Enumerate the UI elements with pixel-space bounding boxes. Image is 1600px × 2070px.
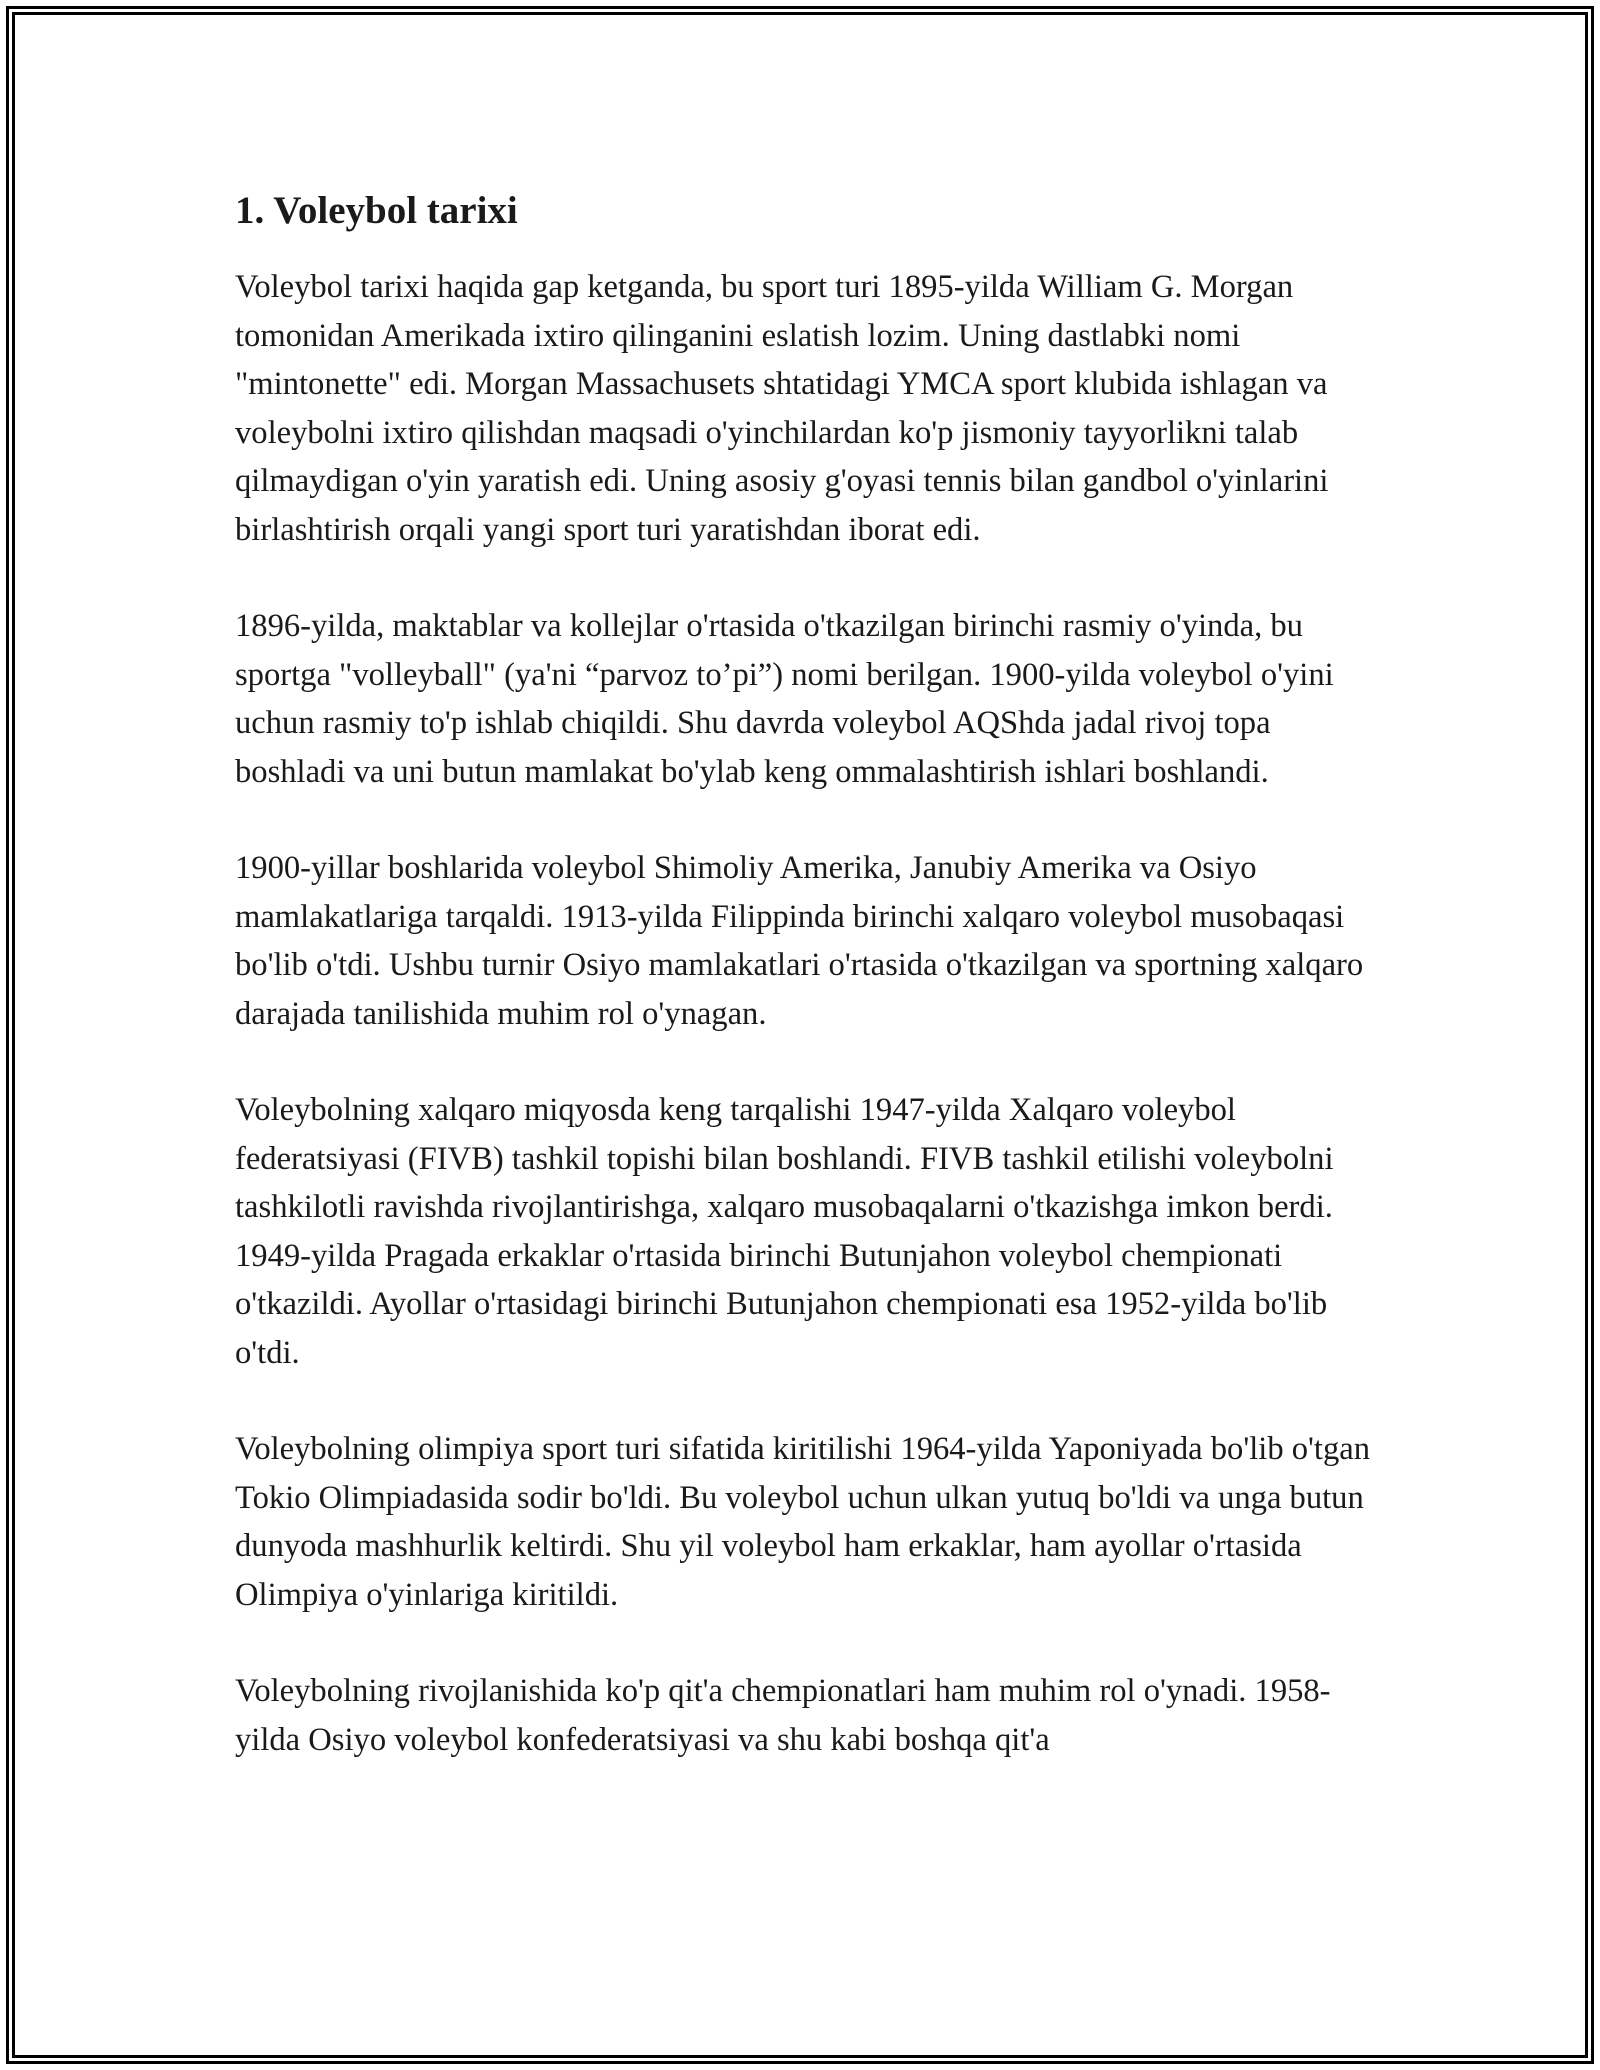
paragraph-5: Voleybolning olimpiya sport turi sifatida kiritilishi 1964-yilda Yaponiyada bo'lib o'tgan Tokio Olimpiadasida sodir bo'ldi. Bu voleybol uchun ulkan yutuq bo'ldi va unga butun dunyoda mashhurlik keltirdi. Shu yil voleybol ham erkaklar, ham ayollar o'rtasida Olimpiya o'yinlariga kiritildi. bbox=[235, 1431, 1370, 1613]
paragraph-6: Voleybolning rivojlanishida ko'p qit'a chempionatlari ham muhim rol o'ynadi. 1958-yilda Osiyo voleybol konfederatsiyasi va shu kabi boshqa qit'a bbox=[235, 1673, 1331, 1758]
document-body bbox=[235, 185, 1375, 1812]
paragraph-4: Voleybolning xalqaro miqyosda keng tarqalishi 1947-yilda Xalqaro voleybol federatsiyasi (FIVB) tashkil topishi bilan boshlandi. FIVB tashkil etilishi voleybolni tashkilotli ravishda rivojlantirishga, xalqaro musobaqalarni o'tkazishga imkon berdi. 1949-yilda Pragada erkaklar o'rtasida birinchi Butunjahon voleybol chempionati o'tkazildi. Ayollar o'rtasidagi birinchi Butunjahon chempionati esa 1952-yilda bo'lib o'tdi. bbox=[235, 1092, 1334, 1371]
paragraph-2: 1896-yilda, maktablar va kollejlar o'rtasida o'tkazilgan birinchi rasmiy o'yinda, bu sportga "volleyball" (ya'ni “parvoz to’pi”) nomi berilgan. 1900-yilda voleybol o'yini uchun rasmiy to'p ishlab chiqildi. Shu davrda voleybol AQShda jadal rivoj topa boshladi va uni butun mamlakat bo'ylab keng ommalashtirish ishlari boshlandi. bbox=[235, 608, 1334, 790]
paragraph-1: Voleybol tarixi haqida gap ketganda, bu sport turi 1895-yilda William G. Morgan tomonidan Amerikada ixtiro qilinganini eslatish lozim. Uning dastlabki nomi "mintonette" edi. Morgan Massachusets shtatidagi YMCA sport klubida ishlagan va voleybolni ixtiro qilishdan maqsadi o'yinchilardan ko'p jismoniy tayyorlikni talab qilmaydigan o'yin yaratish edi. Uning asosiy g'oyasi tennis bilan gandbol o'yinlarini birlashtirish orqali yangi sport turi yaratishdan iborat edi. bbox=[235, 269, 1329, 548]
paragraph-3: 1900-yillar boshlarida voleybol Shimoliy Amerika, Janubiy Amerika va Osiyo mamlakatlariga tarqaldi. 1913-yilda Filippinda birinchi xalqaro voleybol musobaqasi bo'lib o'tdi. Ushbu turnir Osiyo mamlakatlari o'rtasida o'tkazilgan va sportning xalqaro darajada tanilishida muhim rol o'ynagan. bbox=[235, 850, 1364, 1032]
section-heading: 1. Voleybol tarixi bbox=[235, 189, 518, 232]
